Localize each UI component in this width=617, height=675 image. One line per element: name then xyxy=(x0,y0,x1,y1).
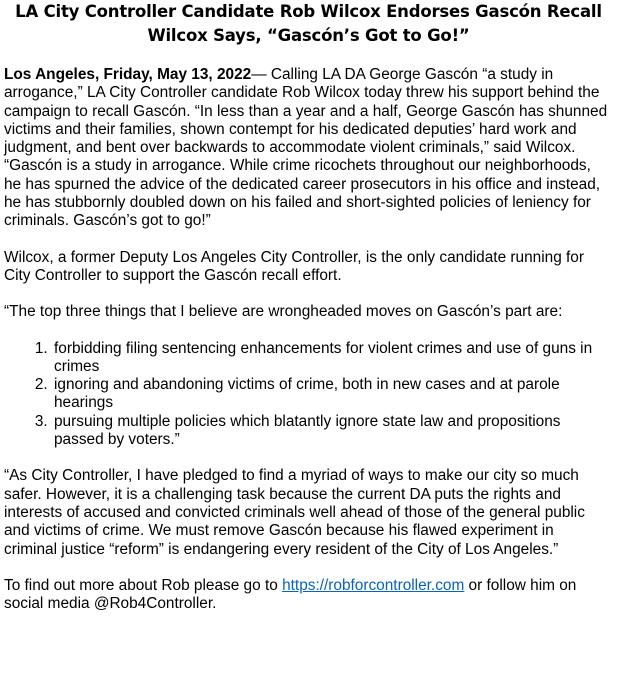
paragraph-list-intro: “The top three things that I believe are wrongheaded moves on Gascón’s part are: xyxy=(4,303,563,321)
dateline: Los Angeles, Friday, May 13, 2022 xyxy=(4,66,252,83)
list-item: 3. pursuing multiple policies which blatantly ignore state law and propositions passed by voters.” xyxy=(52,413,610,450)
paragraph-more-info xyxy=(4,577,610,614)
headline-line-1: LA City Controller Candidate Rob Wilcox Endorses Gascón Recall xyxy=(15,2,602,21)
list-item: 2. ignoring and abandoning victims of crime, both in new cases and at parole hearings xyxy=(52,376,610,413)
paragraph-intro xyxy=(4,66,610,231)
headline-line-2: Wilcox Says, “Gascón’s Got to Go!” xyxy=(147,26,470,45)
numbered-list xyxy=(4,340,610,450)
press-release-body xyxy=(4,66,610,631)
headline xyxy=(0,0,617,48)
more-info-suffix: or follow him on social media @Rob4Controller. xyxy=(4,576,577,613)
paragraph-wilcox-background: Wilcox, a former Deputy Los Angeles City Controller, is the only candidate running for City Controller to support the Gascón recall effort. xyxy=(4,248,584,284)
list-item: 1. forbidding filing sentencing enhancements for violent crimes and use of guns in crimes xyxy=(52,340,610,377)
paragraph-controller-pledge: “As City Controller, I have pledged to find a myriad of ways to make our city so much safer. However, it is a challenging task because the current DA puts the rights and interests of accused and convicted criminals well ahead of those of the general public and victims of crime. We must remove Gascón because his flawed experiment in criminal justice “reform” is endangering every resident of the City of Los Angeles.” xyxy=(4,467,585,558)
intro-text: — Calling LA DA George Gascón “a study in arrogance,” LA City Controller candidate Rob Wilcox today threw his support behind the campaign to recall Gascón. “In less than a year and a half, George Gascón has shunned victims and their families, shown contempt for his dedicated deputies’ hard work and judgment, and bent over backwards to accommodate violent criminals,” said Wilcox. “Gascón is a study in arrogance. While crime ricochets throughout our neighborhoods, he has spurned the advice of the dedicated career prosecutors in his office and instead, he has stubbornly doubled down on his failed and short-sighted policies of leniency for criminals. Gascón’s got to go!” xyxy=(4,66,608,230)
website-link[interactable]: https://robforcontroller.com xyxy=(282,576,465,594)
more-info-prefix: To find out more about Rob please go to xyxy=(4,576,283,594)
